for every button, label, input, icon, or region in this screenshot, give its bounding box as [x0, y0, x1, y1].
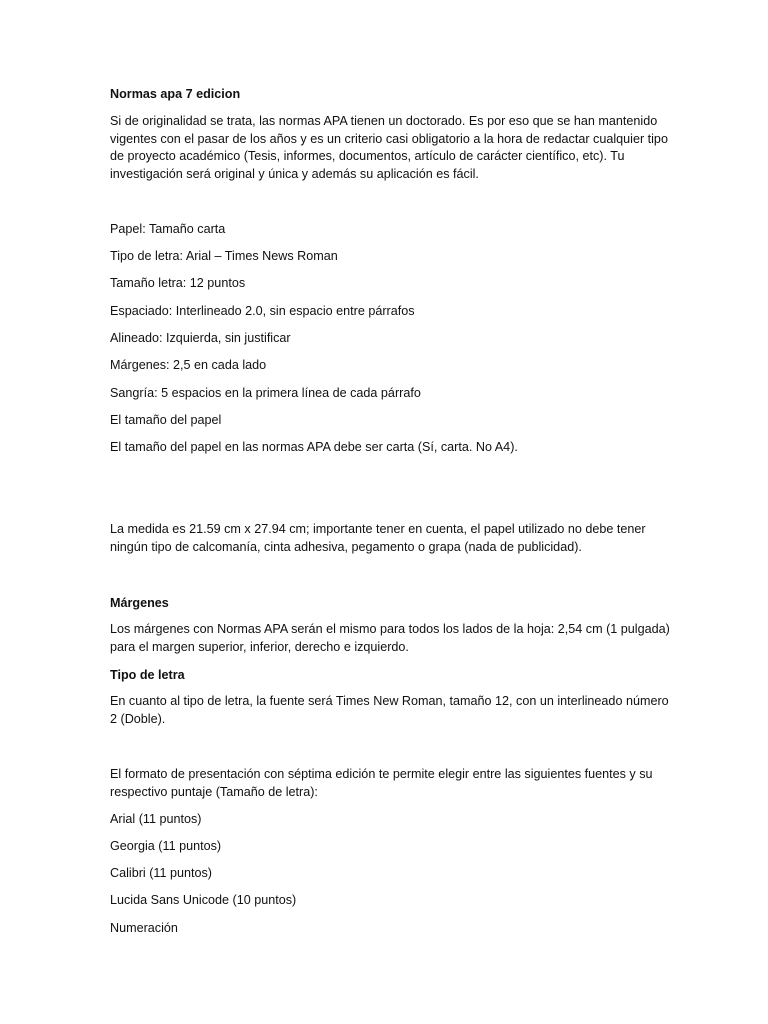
spec-paper: Papel: Tamaño carta [110, 222, 226, 236]
document-title: Normas apa 7 edicion [110, 87, 241, 101]
intro-paragraph: Si de originalidad se trata, las normas APA tienen un doctorado. Es por eso que se han mantenido vigentes con el pasar de los años y es un criterio casi obligatorio a la hora de redactar cualquier tipo de proyecto académico (Tesis, informes, documentos, artículo de carácter científico, etc). Tu investigación será original y única y además su aplicación es fácil. [110, 114, 668, 181]
measure-paragraph: La medida es 21.59 cm x 27.94 cm; importante tener en cuenta, el papel utilizado no debe tener ningún tipo de calcomanía, cinta adhesiva, pegamento o grapa (nada de publicidad). [110, 522, 646, 554]
paper-text: El tamaño del papel en las normas APA debe ser carta (Sí, carta. No A4). [110, 440, 518, 454]
paper-heading: El tamaño del papel [110, 413, 222, 427]
spec-spacing: Espaciado: Interlineado 2.0, sin espacio entre párrafos [110, 304, 415, 318]
margins-paragraph: Los márgenes con Normas APA serán el mismo para todos los lados de la hoja: 2,54 cm (1 pulgada) para el margen superior, inferior, derecho e izquierdo. [110, 622, 670, 654]
spec-margins: Márgenes: 2,5 en cada lado [110, 358, 267, 372]
spec-font-size: Tamaño letra: 12 puntos [110, 276, 246, 290]
spec-font-type: Tipo de letra: Arial – Times News Roman [110, 249, 338, 263]
font-paragraph: En cuanto al tipo de letra, la fuente será Times New Roman, tamaño 12, con un interlineado número 2 (Doble). [110, 694, 669, 726]
font-heading: Tipo de letra [110, 668, 185, 682]
font-option-georgia: Georgia (11 puntos) [110, 839, 222, 853]
font-option-calibri: Calibri (11 puntos) [110, 866, 212, 880]
spec-alignment: Alineado: Izquierda, sin justificar [110, 331, 291, 345]
format-paragraph: El formato de presentación con séptima edición te permite elegir entre las siguientes fuentes y su respectivo puntaje (Tamaño de letra): [110, 767, 653, 799]
font-option-arial: Arial (11 puntos) [110, 812, 202, 826]
numbering-heading: Numeración [110, 921, 178, 935]
font-option-lucida: Lucida Sans Unicode (10 puntos) [110, 893, 297, 907]
margins-heading: Márgenes [110, 596, 169, 610]
spec-indent: Sangría: 5 espacios en la primera línea de cada párrafo [110, 386, 421, 400]
